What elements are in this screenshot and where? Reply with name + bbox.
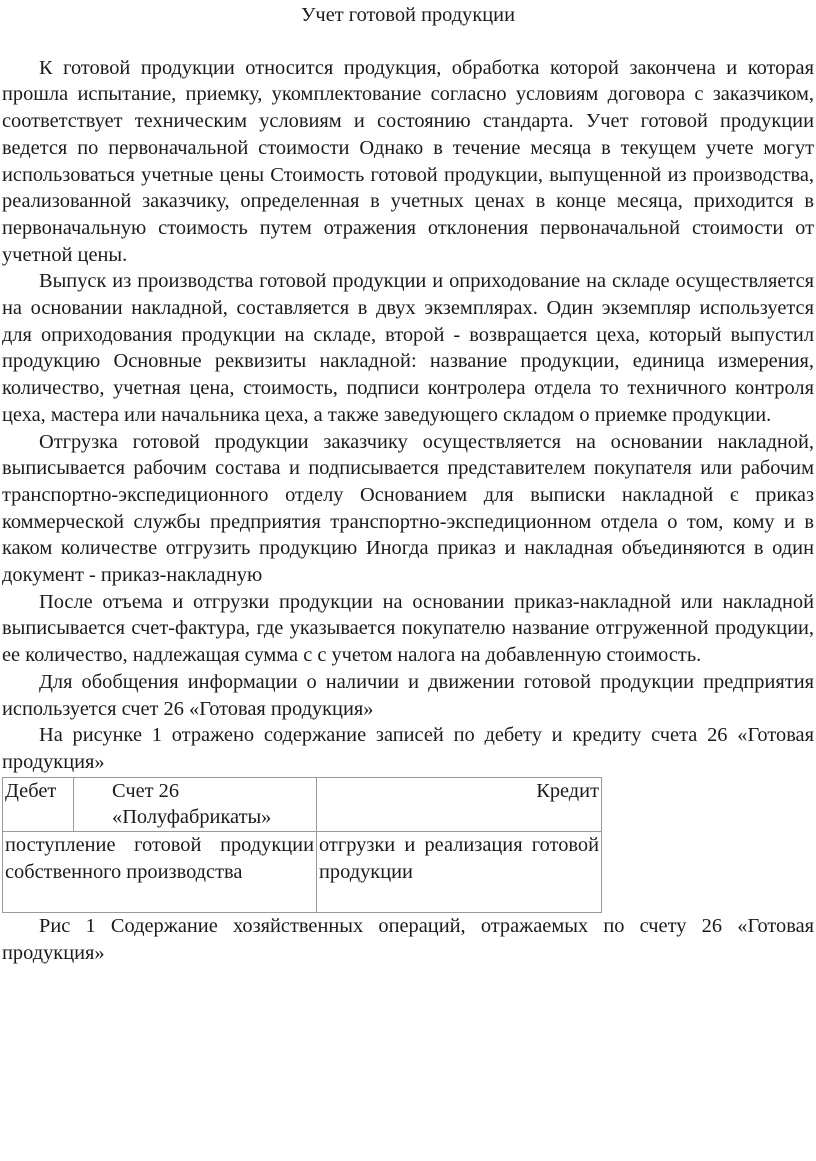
credit-entry-cell: отгрузки и реализация готовой продукции — [317, 832, 602, 913]
figure-caption: Рис 1 Содержание хозяйственных операций, отражаемых по счету 26 «Готовая продукция» — [2, 915, 814, 964]
table-body-row — [3, 832, 602, 913]
credit-header-cell: Кредит — [317, 777, 602, 831]
paragraph-1: К готовой продукции относится продукция, обработка которой закончена и которая прошла испытание, приемку, укомплектование согласно условиям договора с заказчиком, соответствует техническим условиям и состоянию стандарта. Учет готовой продукции ведется по первоначальной стоимости Однако в течение месяца в текущем учете могут использоваться учетные цены Стоимость готовой продукции, выпущенной из производства, реализованной заказчику, определенная в учетных ценах в конце месяца, приходится в первоначальную стоимость путем отражения отклонения первоначальной стоимости от учетной цены. — [2, 56, 814, 266]
paragraph-2: Выпуск из производства готовой продукции и оприходование на складе осуществляется на основании накладной, составляется в двух экземплярах. Один экземпляр используется для оприходования продукции на складе, второй - возвращается цеха, который выпустил продукцию Основные реквизиты накладной: название продукции, единица измерения, количество, учетная цена, стоимость, подписи контролера отдела то техничного контроля цеха, мастера или начальника цеха, а также заведующего складом о приемке продукции. — [2, 270, 814, 426]
document-title: Учет готовой продукции — [301, 4, 515, 26]
debit-entry-cell: поступление готовой продукции собственного производства — [3, 832, 317, 913]
paragraph-6: На рисунке 1 отражено содержание записей по дебету и кредиту счета 26 «Готовая продукция» — [2, 724, 814, 773]
paragraph-3: Отгрузка готовой продукции заказчику осуществляется на основании накладной, выписывается рабочим состава и подписывается представителем покупателя или рабочим транспортно-экспедиционного отделу Основанием для выписки накладной є приказ коммерческой службы предприятия транспортно-экспедиционном отдела о том, кому и в каком количестве отгрузить продукцию Иногда приказ и накладная объединяются в один документ - приказ-накладную — [2, 430, 814, 587]
paragraph-5: Для обобщения информации о наличии и движении готовой продукции предприятия используется счет 26 «Готовая продукция» — [2, 670, 814, 720]
account-header-cell: Счет 26 «Полуфабрикаты» — [74, 777, 317, 831]
debit-header-cell: Дебет — [3, 777, 74, 831]
table-header-row — [3, 777, 602, 831]
account-table — [2, 777, 602, 913]
paragraph-4: После отъема и отгрузки продукции на основании приказ-накладной или накладной выписывается счет-фактура, где указывается покупателю название отгруженной продукции, ее количество, надлежащая сумма с с учетом налога на добавленную стоимость. — [2, 590, 814, 667]
